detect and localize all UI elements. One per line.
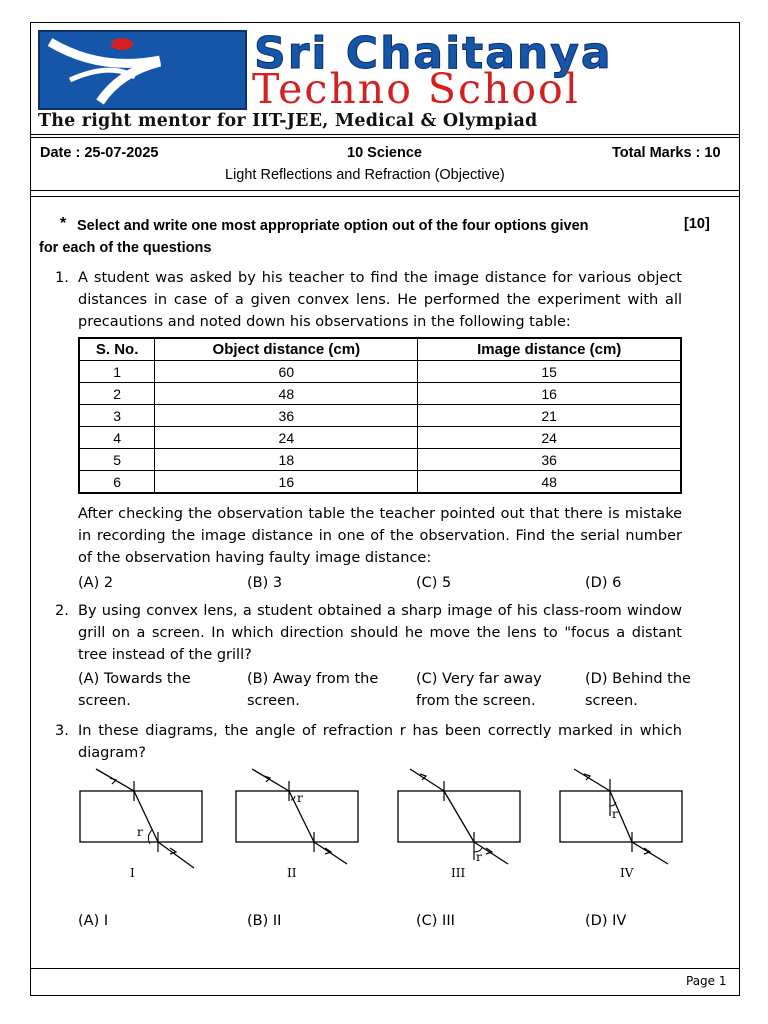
title-divider [30, 190, 740, 191]
question-1-option-c[interactable]: (C) 5 [416, 575, 452, 591]
diagram-1-label: I [130, 866, 135, 880]
diagram-3-label: III [451, 866, 466, 880]
table-header-cell: Image distance (cm) [418, 338, 681, 361]
refraction-diagrams [72, 764, 692, 884]
school-logo [38, 30, 247, 110]
question-2-text: By using convex lens, a student obtained a sharp image of his class-room window grill on a screen. In which direction should he move the lens to "focus a distant tree instead of the grill? [78, 603, 682, 663]
table-cell: 1 [79, 361, 155, 383]
table-cell: 18 [155, 449, 418, 471]
question-3-option-d[interactable]: (D) IV [585, 913, 627, 929]
table-cell: 24 [418, 427, 681, 449]
table-cell: 5 [79, 449, 155, 471]
subject-title: 10 Science [347, 145, 422, 161]
question-3-option-b[interactable]: (B) II [247, 913, 282, 929]
table-row [79, 383, 681, 405]
table-cell: 4 [79, 427, 155, 449]
table-cell: 15 [418, 361, 681, 383]
table-cell: 36 [155, 405, 418, 427]
table-cell: 3 [79, 405, 155, 427]
table-cell: 2 [79, 383, 155, 405]
footer-divider [30, 968, 740, 969]
table-cell: 24 [155, 427, 418, 449]
instruction-line2: for each of the questions [39, 240, 212, 256]
title-divider-double [30, 196, 740, 197]
table-row [79, 471, 681, 494]
diagram-1 [80, 769, 202, 880]
paper-title: Light Reflections and Refraction (Objective) [225, 167, 505, 183]
question-2-option-d[interactable]: (D) Behind the screen. [585, 671, 691, 709]
question-1-number: 1. [55, 270, 69, 286]
diagram-4 [560, 769, 682, 880]
diagram-2-label: II [287, 866, 297, 880]
question-2-option-c[interactable]: (C) Very far away from the screen. [416, 671, 542, 709]
table-header-row [79, 338, 681, 361]
page-number: Page 1 [686, 974, 727, 988]
instruction-line1: Select and write one most appropriate option out of the four options given [77, 218, 589, 234]
question-2-number: 2. [55, 603, 69, 619]
question-2-option-b[interactable]: (B) Away from the screen. [247, 671, 379, 709]
diagram-3 [398, 769, 520, 880]
brand-name-line1: Sri Chaitanya [254, 28, 613, 79]
observation-table [78, 337, 682, 494]
table-row [79, 361, 681, 383]
instruction-marks: [10] [684, 216, 710, 232]
brand-tagline: The right mentor for IIT-JEE, Medical & Olympiad [38, 111, 538, 131]
total-marks: Total Marks : 10 [612, 145, 721, 161]
question-1-option-b[interactable]: (B) 3 [247, 575, 283, 591]
diagram-1-angle-label: r [137, 825, 143, 839]
table-header-cell: S. No. [79, 338, 155, 361]
instruction-star: * [60, 215, 67, 232]
table-cell: 36 [418, 449, 681, 471]
question-3-number: 3. [55, 723, 69, 739]
table-cell: 48 [418, 471, 681, 494]
table-cell: 60 [155, 361, 418, 383]
diagram-2 [236, 769, 358, 880]
table-cell: 16 [155, 471, 418, 494]
header-divider [30, 134, 740, 135]
header-divider-double [30, 137, 740, 138]
question-1-text: A student was asked by his teacher to find the image distance for various object distances in case of a given convex lens. He performed the experiment with all precautions and noted down his observations in the following table: [78, 270, 682, 330]
question-3-option-a[interactable]: (A) I [78, 913, 109, 929]
table-row [79, 427, 681, 449]
question-1-option-a[interactable]: (A) 2 [78, 575, 114, 591]
table-cell: 21 [418, 405, 681, 427]
table-header-cell: Object distance (cm) [155, 338, 418, 361]
question-3-text: In these diagrams, the angle of refraction r has been correctly marked in which diagram? [78, 723, 682, 761]
exam-date: Date : 25-07-2025 [40, 145, 159, 161]
question-1-after-text: After checking the observation table the teacher pointed out that there is mistake in recording the image distance in one of the observation. Find the serial number of the observation having faulty image distance: [78, 506, 682, 566]
table-row [79, 449, 681, 471]
diagram-3-angle-label: r [476, 850, 482, 864]
diagram-2-angle-label: r [297, 791, 303, 805]
brand-name-line2: Techno School [252, 65, 580, 113]
question-2-option-a[interactable]: (A) Towards the screen. [78, 671, 191, 709]
diagram-4-angle-label: r [612, 807, 618, 821]
question-3-option-c[interactable]: (C) III [416, 913, 455, 929]
table-cell: 48 [155, 383, 418, 405]
table-cell: 16 [418, 383, 681, 405]
table-row [79, 405, 681, 427]
table-cell: 6 [79, 471, 155, 494]
diagram-4-label: IV [620, 866, 634, 880]
question-1-option-d[interactable]: (D) 6 [585, 575, 622, 591]
